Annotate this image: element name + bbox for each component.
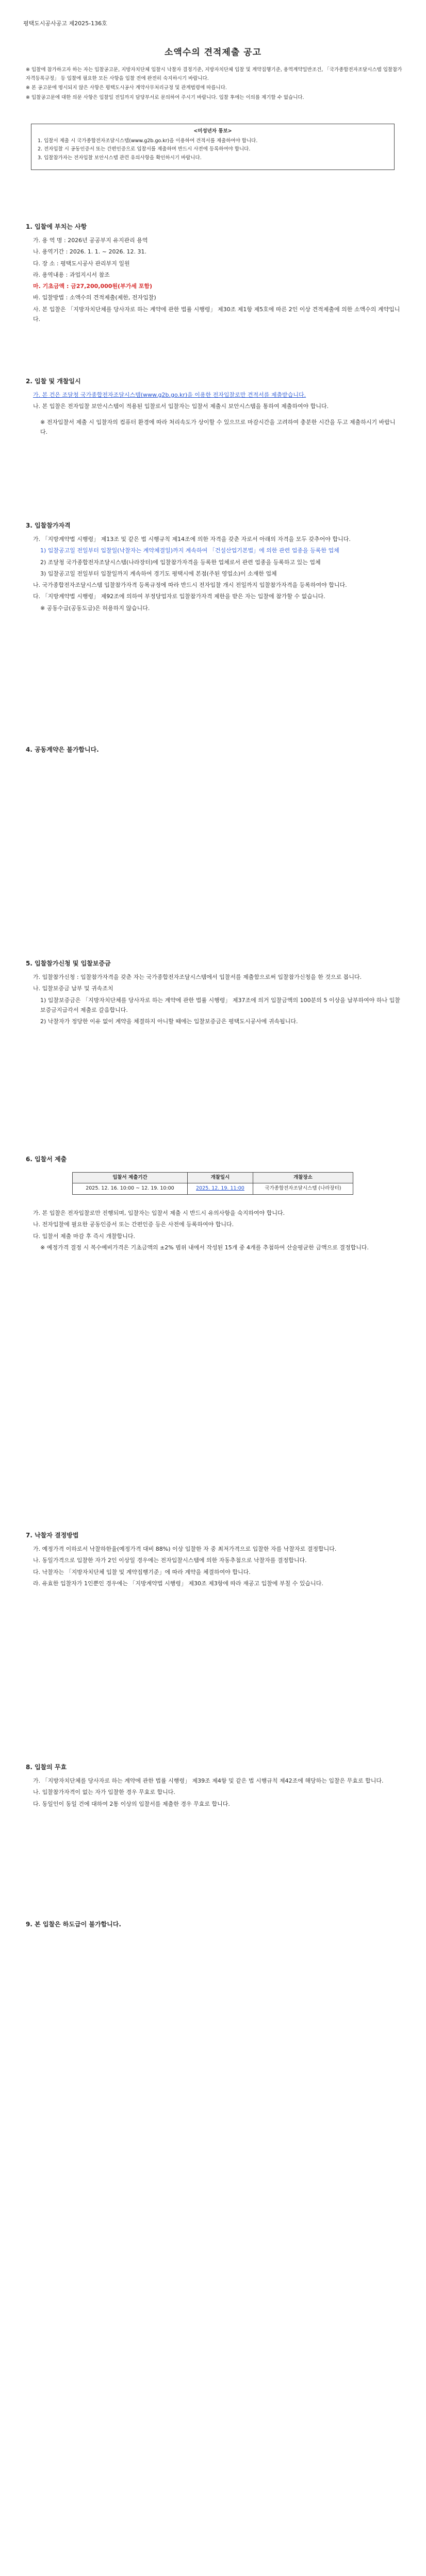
highlight-text: 가. 본 건은 조달청 국가종합전자조달시스템(www.g2b.go.kr)을 이용한 전자입찰로만 견적서를 제출받습니다. [33,392,306,398]
section-heading: 8. 입찰의 무효 [26,1764,67,1771]
section-item: 가. 「지방자치단체를 당사자로 하는 계약에 관한 법률 시행령」 제39조 제4항 및 같은 법 시행규칙 제42조에 해당하는 입찰은 무효로 합니다. [33,1777,384,1784]
table-row [73,1183,353,1194]
section-heading: 1. 입찰에 부치는 사항 [26,223,87,230]
section-heading: 6. 입찰서 제출 [26,1156,67,1163]
table-cell: 국가종합전자조달시스템 (나라장터) [253,1183,353,1194]
notice-box-line: 1. 입찰서 제출 시 국가종합전자조달시스템(www.g2b.go.kr)을 이용하여 견적서를 제출하여야 합니다. [38,138,258,144]
section-item: 나. 용역기간 : 2026. 1. 1. ~ 2026. 12. 31. [33,248,146,256]
section-item: 3) 입찰공고일 전일부터 입찰일까지 계속하여 경기도 평택시에 본점(주된 영업소)이 소재한 업체 [40,570,277,577]
section-heading: 5. 입찰참가신청 및 입찰보증금 [26,960,111,967]
section-item: 2) 조달청 국가종합전자조달시스템(나라장터)에 입찰참가자격을 등록한 업체로서 관련 업종을 등록하고 있는 업체 [40,558,321,566]
notice-line: ※ 본 공고문에 명시되지 않은 사항은 평택도시공사 계약사무처리규정 및 관계법령에 따릅니다. [26,85,227,91]
table-cell: 2025. 12. 16. 10:00 ~ 12. 19. 10:00 [73,1183,188,1194]
schedule-table [72,1172,353,1195]
section-3 [26,520,402,615]
section-item: 라. 용역내용 : 과업지시서 참조 [33,271,110,278]
table-header-cell: 입찰서 제출기간 [73,1173,188,1183]
page-title: 소액수의 견적제출 공고 [164,47,262,58]
section-item: 다. 「지방계약법 시행령」 제92조에 의하여 부정당업자로 입찰참가자격 제한을 받은 자는 입찰에 참가할 수 없습니다. [33,593,325,600]
notice-box [31,124,395,170]
table-header-cell: 개찰장소 [253,1173,353,1183]
section-7 [26,1530,402,1590]
section-item: 가. 입찰참가신청 : 입찰참가자격을 갖춘 자는 국가종합전자조달시스템에서 입찰서를 제출함으로써 입찰참가신청을 한 것으로 봅니다. [33,974,362,980]
section-1 [26,222,402,326]
section-item: 다. 입찰서 제출 마감 후 즉시 개찰합니다. [33,1232,135,1240]
section-2 [26,376,402,438]
section-item: 1) 입찰공고일 전일부터 입찰일(낙찰자는 계약체결일)까지 계속하여 「건설산업기본법」에 의한 관련 업종을 등록한 업체 [40,547,339,554]
section-item: 바. 입찰방법 : 소액수의 견적제출(제한, 전자입찰) [33,294,156,301]
section-item: 나. 입찰보증금 납부 및 귀속조치 [33,985,113,992]
section-item: 1) 입찰보증금은 「지방자치단체를 당사자로 하는 계약에 관한 법률 시행령」 제37조에 의거 입찰금액의 100분의 5 이상을 납부하여야 하나 입찰보증금지급각서 제출로 갈음합니다. [40,996,400,1013]
notice-box-title: <미성년자 통보> [193,128,232,134]
section-6 [26,1154,402,1168]
section-9 [26,1919,402,1933]
section-item [26,390,402,400]
notice-box-line: 3. 입찰참가자는 전자입찰 보안시스템 관련 유의사항을 확인하시기 바랍니다. [38,155,202,161]
section-item: 사. 본 입찰은 「지방자치단체를 당사자로 하는 계약에 관한 법률 시행령」 제30조 제1항 제5호에 따른 2인 이상 견적제출에 의한 소액수의 계약입니다. [33,306,400,323]
section-8 [26,1762,402,1810]
doc-number: 평택도시공사공고 제2025-136호 [23,20,107,27]
notice-box-line: 2. 전자입찰 시 공동인증서 또는 간편인증으로 입찰서를 제출하며 반드시 사전에 등록하여야 합니다. [38,146,251,152]
section-item: 가. 본 입찰은 전자입찰로만 진행되며, 입찰자는 입찰서 제출 시 반드시 유의사항을 숙지하여야 합니다. [33,1210,285,1216]
table-header-cell: 개찰일시 [187,1173,253,1183]
section-item: 가. 용 역 명 : 2026년 공공부지 유지관리 용역 [33,237,148,244]
table-header-row [73,1173,353,1183]
section-item: 나. 동일가격으로 입찰한 자가 2인 이상일 경우에는 전자입찰시스템에 의한 자동추첨으로 낙찰자를 결정합니다. [33,1557,307,1564]
section-heading: 9. 본 입찰은 하도급이 불가합니다. [26,1921,121,1928]
section-note: ※ 예정가격 결정 시 복수예비가격은 기초금액의 ±2% 범위 내에서 작성된 15개 중 4개를 추첨하여 산술평균한 금액으로 결정합니다. [40,1244,369,1251]
section-heading: 2. 입찰 및 개찰일시 [26,378,81,385]
section-heading: 3. 입찰참가자격 [26,522,71,529]
section-4 [26,744,402,758]
section-note: ※ 공동수급(공동도급)은 허용하지 않습니다. [40,604,150,612]
section-item: 2) 낙찰자가 정당한 이유 없이 계약을 체결하지 아니할 때에는 입찰보증금은 평택도시공사에 귀속됩니다. [40,1018,298,1025]
section-item-highlight: 마. 기초금액 : 금27,200,000원(부가세 포함) [33,283,153,290]
section-item: 가. 「지방계약법 시행령」 제13조 및 같은 법 시행규칙 제14조에 의한 자격을 갖춘 자로서 아래의 자격을 모두 갖추어야 합니다. [33,536,351,543]
section-item: 라. 유효한 입찰자가 1인뿐인 경우에는 「지방계약법 시행령」 제30조 제3항에 따라 재공고 입찰에 부칠 수 있습니다. [33,1580,323,1587]
section-item: 다. 장 소 : 평택도시공사 관리부지 일원 [33,260,130,267]
section-heading: 7. 낙찰자 결정방법 [26,1532,79,1539]
notice-block [26,66,402,104]
section-5 [26,958,402,1028]
section-item: 다. 동일인이 동일 건에 대하여 2통 이상의 입찰서를 제출한 경우 무효로 합니다. [33,1800,230,1807]
section-item: 다. 낙찰자는 「지방자치단체 입찰 및 계약집행기준」에 따라 계약을 체결하여야 합니다. [33,1568,251,1575]
table-cell: 2025. 12. 19. 11:00 [187,1183,253,1194]
section-item: 나. 입찰참가자격이 없는 자가 입찰한 경우 무효로 합니다. [33,1789,175,1796]
section-6-body [26,1208,402,1254]
section-heading: 4. 공동계약은 불가합니다. [26,746,99,753]
section-item: 나. 본 입찰은 전자입찰 보안시스템이 적용된 입찰로서 입찰자는 입찰서 제출시 보안시스템을 통하여 제출하여야 합니다. [33,403,329,410]
section-item: 가. 예정가격 이하로서 낙찰하한율(예정가격 대비 88%) 이상 입찰한 자 중 최저가격으로 입찰한 자를 낙찰자로 결정합니다. [33,1546,337,1552]
section-note: ※ 전자입찰서 제출 시 입찰자의 컴퓨터 환경에 따라 처리속도가 상이할 수 있으므로 마감시간을 고려하여 충분한 시간을 두고 제출하시기 바랍니다. [40,418,396,435]
notice-line: ※ 입찰에 참가하고자 하는 자는 입찰공고문, 지방자치단체 입찰시 낙찰자 결정기준, 지방자치단체 입찰 및 계약집행기준, 용역계약일반조건, 「국가종합전자조달시스템 입찰참가자격등록규정」 등 입찰에 필요한 모든 사항을 입찰 전에 완전히 숙지하시기 바랍니다. [26,67,402,81]
section-item: 나. 전자입찰에 필요한 공동인증서 또는 간편인증 등은 사전에 등록하여야 합니다. [33,1221,234,1228]
notice-line: ※ 입찰공고문에 대한 의문 사항은 입찰일 전일까지 담당부서로 문의하여 주시기 바랍니다. 입찰 후에는 이의를 제기할 수 없습니다. [26,94,304,100]
section-item: 나. 국가종합전자조달시스템 입찰참가자격 등록규정에 따라 반드시 전자입찰 개시 전일까지 입찰참가자격을 등록하여야 합니다. [33,582,347,588]
